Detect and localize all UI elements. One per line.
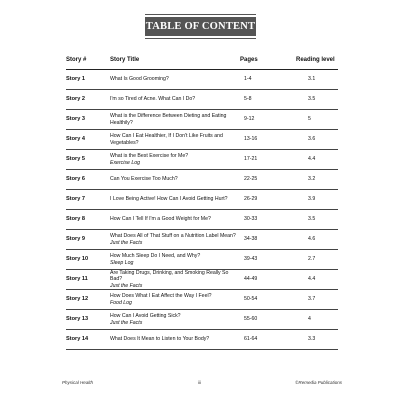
story-title: What is the Best Exercise for Me? bbox=[110, 153, 189, 160]
toc-header-row bbox=[66, 52, 338, 70]
story-reading-level: 4 bbox=[296, 310, 338, 330]
story-pages: 5-8 bbox=[240, 90, 296, 110]
table-row bbox=[66, 210, 338, 230]
table-row bbox=[66, 250, 338, 270]
table-row bbox=[66, 130, 338, 150]
story-title-cell bbox=[110, 270, 240, 290]
story-title: What Is Good Grooming? bbox=[110, 76, 169, 83]
story-reading-level: 2.7 bbox=[296, 250, 338, 270]
story-title-cell bbox=[110, 70, 240, 90]
story-number: Story 7 bbox=[66, 190, 110, 210]
story-pages: 34-38 bbox=[240, 230, 296, 250]
story-title-cell bbox=[110, 150, 240, 170]
story-number: Story 12 bbox=[66, 290, 110, 310]
story-title-cell bbox=[110, 210, 240, 230]
table-row bbox=[66, 330, 338, 350]
story-subtitle: Just the Facts bbox=[110, 239, 143, 246]
table-row bbox=[66, 310, 338, 330]
story-title: How Much Sleep Do I Need, and Why? bbox=[110, 253, 201, 260]
story-pages: 13-16 bbox=[240, 130, 296, 150]
story-title: Can You Exercise Too Much? bbox=[110, 176, 178, 183]
story-reading-level: 3.2 bbox=[296, 170, 338, 190]
story-title-cell bbox=[110, 230, 240, 250]
table-row bbox=[66, 150, 338, 170]
story-title-cell bbox=[110, 190, 240, 210]
story-title-cell bbox=[110, 170, 240, 190]
story-pages: 61-64 bbox=[240, 330, 296, 350]
story-pages: 55-60 bbox=[240, 310, 296, 330]
story-number: Story 11 bbox=[66, 270, 110, 290]
story-reading-level: 4.4 bbox=[296, 150, 338, 170]
story-pages: 9-12 bbox=[240, 110, 296, 130]
story-reading-level: 5 bbox=[296, 110, 338, 130]
story-title-cell bbox=[110, 330, 240, 350]
story-reading-level: 4.6 bbox=[296, 230, 338, 250]
story-title: What is the Difference Between Dieting and Eating Healthily? bbox=[110, 113, 227, 126]
column-header-level: Reading level bbox=[296, 52, 338, 70]
story-reading-level: 3.5 bbox=[296, 210, 338, 230]
toc-body bbox=[66, 70, 338, 350]
page-footer bbox=[62, 380, 342, 385]
story-title: Are Taking Drugs, Drinking, and Smoking Really So Bad? bbox=[110, 270, 229, 283]
story-number: Story 2 bbox=[66, 90, 110, 110]
story-title-cell bbox=[110, 130, 240, 150]
story-title-cell bbox=[110, 110, 240, 130]
story-title-cell bbox=[110, 310, 240, 330]
story-number: Story 13 bbox=[66, 310, 110, 330]
banner-rule-top bbox=[145, 14, 256, 15]
column-header-title: Story Title bbox=[110, 52, 240, 70]
banner-rule-bottom bbox=[145, 38, 256, 39]
story-title: How Can I Avoid Getting Sick? bbox=[110, 313, 181, 320]
story-reading-level: 4.4 bbox=[296, 270, 338, 290]
story-title: How Does What I Eat Affect the Way I Feel? bbox=[110, 293, 212, 300]
story-title: How Can I Tell If I'm a Good Weight for Me? bbox=[110, 216, 211, 223]
story-pages: 30-33 bbox=[240, 210, 296, 230]
column-header-pages: Pages bbox=[240, 52, 296, 70]
story-reading-level: 3.7 bbox=[296, 290, 338, 310]
story-number: Story 5 bbox=[66, 150, 110, 170]
table-row bbox=[66, 290, 338, 310]
table-row bbox=[66, 110, 338, 130]
story-subtitle: Sleep Log bbox=[110, 259, 134, 266]
story-reading-level: 3.1 bbox=[296, 70, 338, 90]
story-number: Story 3 bbox=[66, 110, 110, 130]
table-row bbox=[66, 190, 338, 210]
story-title: What Does It Mean to Listen to Your Body? bbox=[110, 336, 210, 343]
story-pages: 26-29 bbox=[240, 190, 296, 210]
story-number: Story 6 bbox=[66, 170, 110, 190]
story-number: Story 4 bbox=[66, 130, 110, 150]
table-row bbox=[66, 70, 338, 90]
story-subtitle: Food Log bbox=[110, 299, 132, 306]
story-reading-level: 3.9 bbox=[296, 190, 338, 210]
footer-page-number: iii bbox=[198, 380, 201, 385]
story-number: Story 8 bbox=[66, 210, 110, 230]
story-pages: 17-21 bbox=[240, 150, 296, 170]
story-number: Story 1 bbox=[66, 70, 110, 90]
story-title-cell bbox=[110, 90, 240, 110]
story-number: Story 14 bbox=[66, 330, 110, 350]
toc-table bbox=[66, 52, 338, 350]
column-header-story: Story # bbox=[66, 52, 110, 70]
table-row bbox=[66, 230, 338, 250]
story-subtitle: Exercise Log bbox=[110, 159, 140, 166]
story-pages: 22-25 bbox=[240, 170, 296, 190]
table-row bbox=[66, 170, 338, 190]
story-subtitle: Just the Facts bbox=[110, 319, 143, 326]
story-title: I'm so Tired of Acne. What Can I Do? bbox=[110, 96, 196, 103]
story-title: What Does All of That Stuff on a Nutrition Label Mean? bbox=[110, 233, 236, 240]
footer-right: ©Remedia Publications bbox=[295, 380, 342, 385]
story-pages: 1-4 bbox=[240, 70, 296, 90]
table-row bbox=[66, 270, 338, 290]
story-pages: 39-43 bbox=[240, 250, 296, 270]
story-reading-level: 3.3 bbox=[296, 330, 338, 350]
story-subtitle: Just the Facts bbox=[110, 282, 143, 289]
story-title-cell bbox=[110, 290, 240, 310]
table-row bbox=[66, 90, 338, 110]
footer-left: Physical Health bbox=[62, 380, 94, 385]
story-title: How Can I Eat Healthier, If I Don't Like Fruits and Vegetables? bbox=[110, 133, 223, 146]
story-pages: 50-54 bbox=[240, 290, 296, 310]
story-number: Story 10 bbox=[66, 250, 110, 270]
story-title-cell bbox=[110, 250, 240, 270]
story-number: Story 9 bbox=[66, 230, 110, 250]
story-pages: 44-49 bbox=[240, 270, 296, 290]
page-title: TABLE OF CONTENT bbox=[145, 17, 256, 36]
story-reading-level: 3.6 bbox=[296, 130, 338, 150]
story-title: I Love Being Active! How Can I Avoid Getting Hurt? bbox=[110, 196, 228, 203]
story-reading-level: 3.5 bbox=[296, 90, 338, 110]
